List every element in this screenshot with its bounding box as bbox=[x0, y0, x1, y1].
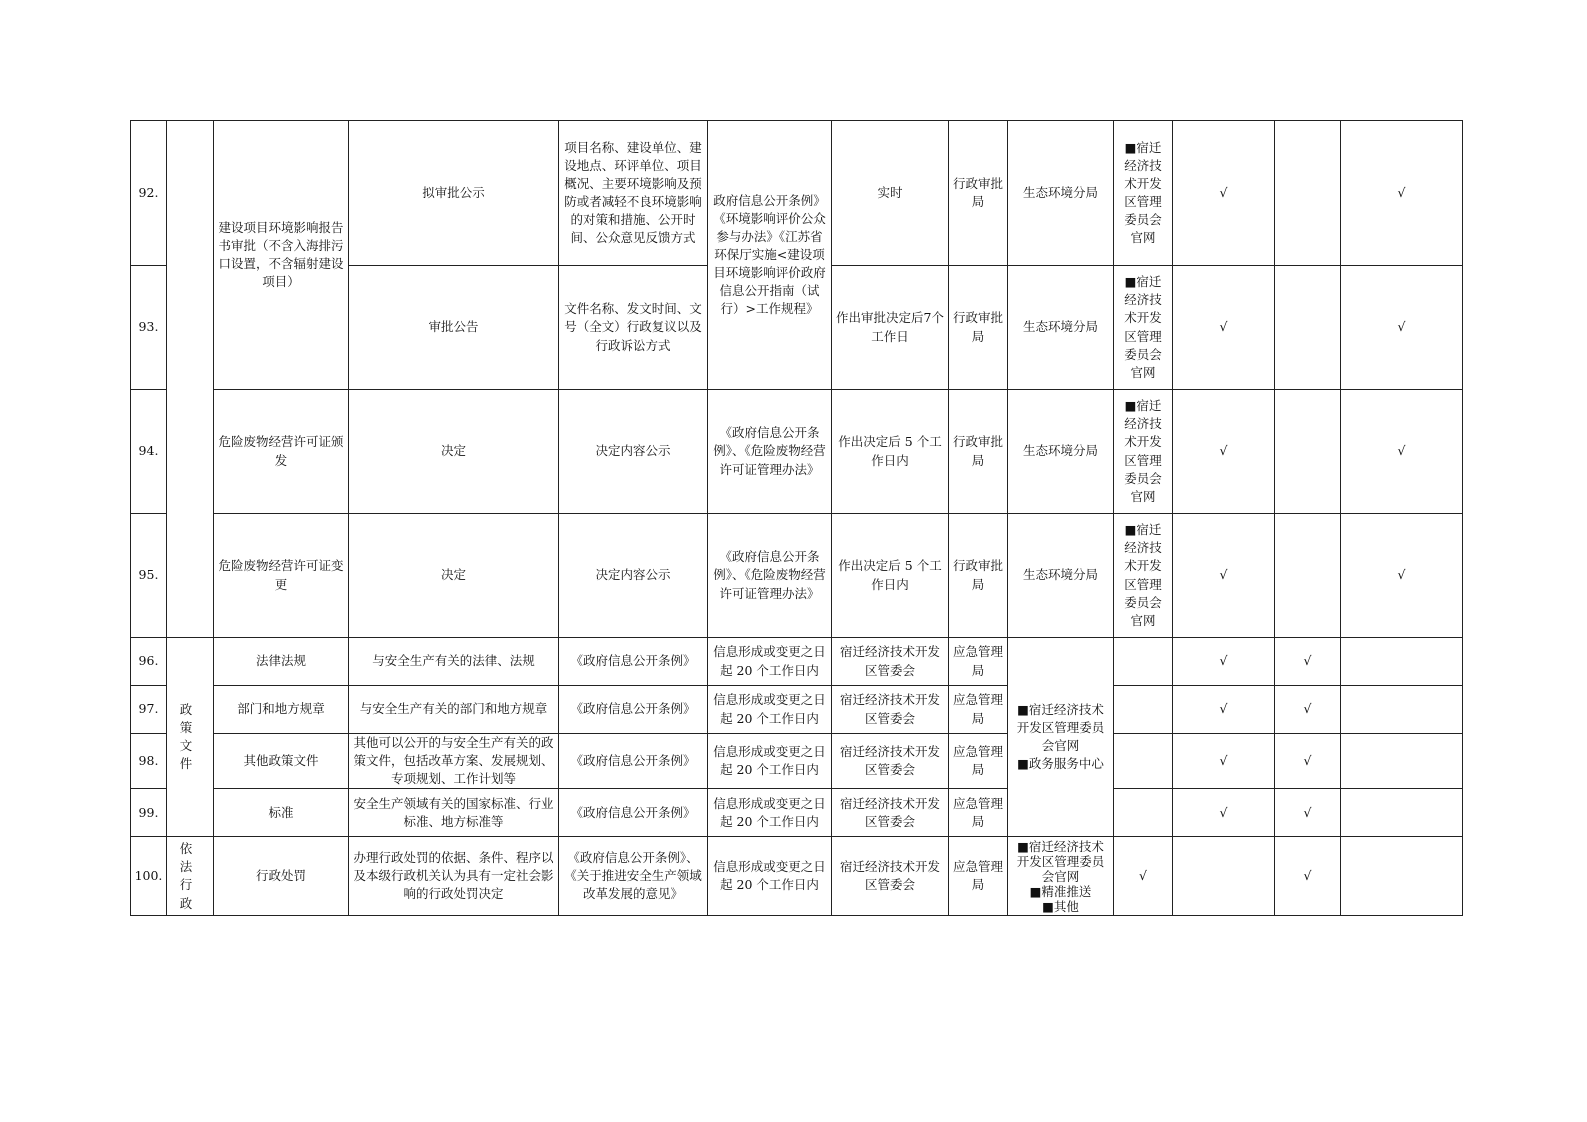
table-row bbox=[131, 686, 1463, 734]
check-mark: √ bbox=[1173, 734, 1275, 789]
approval-agency: 行政审批局 bbox=[949, 266, 1008, 390]
responsible-body: 宿迁经济技术开发区管委会 bbox=[832, 789, 949, 837]
check-mark bbox=[1341, 734, 1463, 789]
disclosure-content: 项目名称、建设单位、建设地点、环评单位、项目概况、主要环境影响及预防或者减轻不良环境影响的对策和措施、公开时间、公众意见反馈方式 bbox=[559, 121, 708, 266]
responsible-body: 宿迁经济技术开发区管委会 bbox=[832, 638, 949, 686]
check-mark: √ bbox=[1341, 266, 1463, 390]
channel-line: ■宿迁 bbox=[1124, 274, 1162, 290]
channel-line: 术开发 bbox=[1124, 434, 1162, 450]
row-number: 99. bbox=[131, 789, 167, 837]
channel-line: ■宿迁 bbox=[1124, 522, 1162, 538]
channel-line: ■其他 bbox=[1042, 898, 1079, 914]
table-row bbox=[131, 390, 1463, 514]
check-mark: √ bbox=[1173, 514, 1275, 638]
channel-line: 区管理 bbox=[1124, 452, 1162, 468]
channel-line: 委员会 bbox=[1124, 470, 1162, 486]
disclosure-basis: 《政府信息公开条例》、《危险废物经营许可证管理办法》 bbox=[708, 514, 832, 638]
channel-line: 官网 bbox=[1130, 364, 1156, 380]
check-mark: √ bbox=[1275, 837, 1341, 916]
responsible-body: 宿迁经济技术开发区管委会 bbox=[832, 734, 949, 789]
responsible-dept: 应急管理局 bbox=[949, 734, 1008, 789]
disclosure-time: 信息形成或变更之日起 20 个工作日内 bbox=[708, 734, 832, 789]
responsible-dept: 应急管理局 bbox=[949, 837, 1008, 916]
check-mark: √ bbox=[1173, 266, 1275, 390]
disclosure-time: 信息形成或变更之日起 20 个工作日内 bbox=[708, 686, 832, 734]
channel-line: 术开发 bbox=[1124, 310, 1162, 326]
sub-item: 拟审批公示 bbox=[349, 121, 559, 266]
item-name: 部门和地方规章 bbox=[214, 686, 349, 734]
sub-item: 决定 bbox=[349, 390, 559, 514]
disclosure-basis: 《政府信息公开条例》 bbox=[559, 638, 708, 686]
row-number: 94. bbox=[131, 390, 167, 514]
sub-item: 审批公告 bbox=[349, 266, 559, 390]
channel-line: 区管理 bbox=[1124, 576, 1162, 592]
channel-line: 术开发 bbox=[1124, 558, 1162, 574]
disclosure-content: 决定内容公示 bbox=[559, 390, 708, 514]
approval-agency: 行政审批局 bbox=[949, 390, 1008, 514]
disclosure-channel bbox=[1114, 390, 1173, 514]
check-mark: √ bbox=[1275, 734, 1341, 789]
disclosure-channel bbox=[1114, 266, 1173, 390]
channel-line: ■政务服务中心 bbox=[1017, 756, 1104, 772]
category-label: 文件 bbox=[179, 738, 201, 772]
disclosure-channel bbox=[1114, 121, 1173, 266]
check-mark bbox=[1114, 789, 1173, 837]
disclosure-channel bbox=[1008, 837, 1114, 916]
check-mark bbox=[1275, 266, 1341, 390]
check-mark bbox=[1341, 837, 1463, 916]
channel-line: 官网 bbox=[1130, 612, 1156, 628]
channel-line: ■宿迁经济技术开发区管理委员会官网 bbox=[1016, 701, 1105, 754]
disclosure-time: 作出决定后 5 个工作日内 bbox=[832, 390, 949, 514]
channel-line: 委员会 bbox=[1124, 212, 1162, 228]
check-mark: √ bbox=[1173, 121, 1275, 266]
responsible-dept: 应急管理局 bbox=[949, 638, 1008, 686]
disclosure-table bbox=[130, 120, 1463, 916]
check-mark: √ bbox=[1341, 121, 1463, 266]
disclosure-content: 其他可以公开的与安全生产有关的政策文件，包括改革方案、发展规划、专项规划、工作计划等 bbox=[349, 734, 559, 789]
item-name: 建设项目环境影响报告书审批（不含入海排污口设置，不含辐射建设项目） bbox=[214, 121, 349, 390]
channel-line: ■宿迁 bbox=[1124, 139, 1162, 155]
responsible-body: 宿迁经济技术开发区管委会 bbox=[832, 837, 949, 916]
row-number: 98. bbox=[131, 734, 167, 789]
table-row bbox=[131, 638, 1463, 686]
check-mark bbox=[1275, 121, 1341, 266]
channel-line: 术开发 bbox=[1124, 175, 1162, 191]
table-row bbox=[131, 837, 1463, 916]
check-mark: √ bbox=[1173, 686, 1275, 734]
item-name: 法律法规 bbox=[214, 638, 349, 686]
channel-line: 区管理 bbox=[1124, 194, 1162, 209]
responsible-dept: 应急管理局 bbox=[949, 686, 1008, 734]
item-name: 行政处罚 bbox=[214, 837, 349, 916]
check-mark bbox=[1341, 686, 1463, 734]
responsible-body: 宿迁经济技术开发区管委会 bbox=[832, 686, 949, 734]
disclosure-content: 与安全生产有关的法律、法规 bbox=[349, 638, 559, 686]
check-mark: √ bbox=[1114, 837, 1173, 916]
check-mark bbox=[1275, 514, 1341, 638]
category-label: 依 法 bbox=[179, 841, 201, 875]
approval-agency: 行政审批局 bbox=[949, 514, 1008, 638]
disclosure-time: 信息形成或变更之日起 20 个工作日内 bbox=[708, 638, 832, 686]
responsible-dept: 生态环境分局 bbox=[1008, 514, 1114, 638]
check-mark bbox=[1341, 638, 1463, 686]
row-number: 93. bbox=[131, 266, 167, 390]
row-number: 96. bbox=[131, 638, 167, 686]
channel-line: ■精准推送 bbox=[1029, 883, 1092, 899]
table-row bbox=[131, 121, 1463, 266]
check-mark bbox=[1114, 686, 1173, 734]
disclosure-time: 作出审批决定后7个工作日 bbox=[832, 266, 949, 390]
item-name: 危险废物经营许可证变更 bbox=[214, 514, 349, 638]
channel-line: 委员会 bbox=[1124, 594, 1162, 610]
category-label: 政 策 bbox=[179, 701, 201, 736]
item-name: 标准 bbox=[214, 789, 349, 837]
category-cell bbox=[167, 121, 214, 638]
row-number: 92. bbox=[131, 121, 167, 266]
check-mark: √ bbox=[1173, 789, 1275, 837]
check-mark: √ bbox=[1341, 514, 1463, 638]
table-row bbox=[131, 734, 1463, 789]
approval-agency: 行政审批局 bbox=[949, 121, 1008, 266]
responsible-dept: 生态环境分局 bbox=[1008, 266, 1114, 390]
item-name: 危险废物经营许可证颁发 bbox=[214, 390, 349, 514]
row-number: 100. bbox=[131, 837, 167, 916]
channel-line: 委员会 bbox=[1124, 346, 1162, 362]
check-mark bbox=[1341, 789, 1463, 837]
table-row bbox=[131, 514, 1463, 638]
check-mark: √ bbox=[1341, 390, 1463, 514]
disclosure-channel bbox=[1008, 638, 1114, 837]
sub-item: 决定 bbox=[349, 514, 559, 638]
channel-line: 经济技 bbox=[1124, 157, 1162, 173]
disclosure-basis: 政府信息公开条例》《环境影响评价公众参与办法》《江苏省环保厅实施<建设项目环境影响评价政府信息公开指南（试行）>工作规程》 bbox=[708, 121, 832, 390]
disclosure-content: 安全生产领域有关的国家标准、行业标准、地方标准等 bbox=[349, 789, 559, 837]
channel-line: 官网 bbox=[1130, 488, 1156, 504]
disclosure-time: 作出决定后 5 个工作日内 bbox=[832, 514, 949, 638]
item-name: 其他政策文件 bbox=[214, 734, 349, 789]
disclosure-basis: 《政府信息公开条例》 bbox=[559, 686, 708, 734]
disclosure-content: 办理行政处罚的依据、条件、程序以及本级行政机关认为具有一定社会影响的行政处罚决定 bbox=[349, 837, 559, 916]
disclosure-basis: 《政府信息公开条例》 bbox=[559, 789, 708, 837]
channel-line: 区管理 bbox=[1124, 328, 1162, 344]
channel-line: 经济技 bbox=[1124, 540, 1162, 556]
disclosure-time: 实时 bbox=[832, 121, 949, 266]
check-mark bbox=[1114, 734, 1173, 789]
check-mark bbox=[1275, 390, 1341, 514]
responsible-dept: 生态环境分局 bbox=[1008, 390, 1114, 514]
table-row bbox=[131, 789, 1463, 837]
check-mark bbox=[1114, 638, 1173, 686]
channel-line: 经济技 bbox=[1124, 416, 1162, 432]
disclosure-content: 文件名称、发文时间、文号（全文）行政复议以及行政诉讼方式 bbox=[559, 266, 708, 390]
channel-line: ■宿迁 bbox=[1124, 398, 1162, 414]
check-mark: √ bbox=[1275, 789, 1341, 837]
channel-line: ■宿迁经济技术开发区管理委员会官网 bbox=[1016, 838, 1105, 884]
category-cell bbox=[167, 837, 214, 916]
disclosure-basis: 《政府信息公开条例》、《危险废物经营许可证管理办法》 bbox=[708, 390, 832, 514]
row-number: 97. bbox=[131, 686, 167, 734]
check-mark: √ bbox=[1173, 638, 1275, 686]
channel-line: 经济技 bbox=[1124, 292, 1162, 308]
responsible-dept: 生态环境分局 bbox=[1008, 121, 1114, 266]
disclosure-content: 与安全生产有关的部门和地方规章 bbox=[349, 686, 559, 734]
category-cell bbox=[167, 638, 214, 837]
disclosure-content: 决定内容公示 bbox=[559, 514, 708, 638]
disclosure-basis: 《政府信息公开条例》 bbox=[559, 734, 708, 789]
category-label: 行政 bbox=[179, 877, 201, 911]
check-mark: √ bbox=[1173, 390, 1275, 514]
check-mark: √ bbox=[1275, 638, 1341, 686]
disclosure-time: 信息形成或变更之日起 20 个工作日内 bbox=[708, 789, 832, 837]
disclosure-channel bbox=[1114, 514, 1173, 638]
check-mark: √ bbox=[1275, 686, 1341, 734]
disclosure-time: 信息形成或变更之日起 20 个工作日内 bbox=[708, 837, 832, 916]
channel-line: 官网 bbox=[1130, 230, 1156, 246]
row-number: 95. bbox=[131, 514, 167, 638]
disclosure-basis: 《政府信息公开条例》、《关于推进安全生产领域改革发展的意见》 bbox=[559, 837, 708, 916]
check-mark bbox=[1173, 837, 1275, 916]
responsible-dept: 应急管理局 bbox=[949, 789, 1008, 837]
